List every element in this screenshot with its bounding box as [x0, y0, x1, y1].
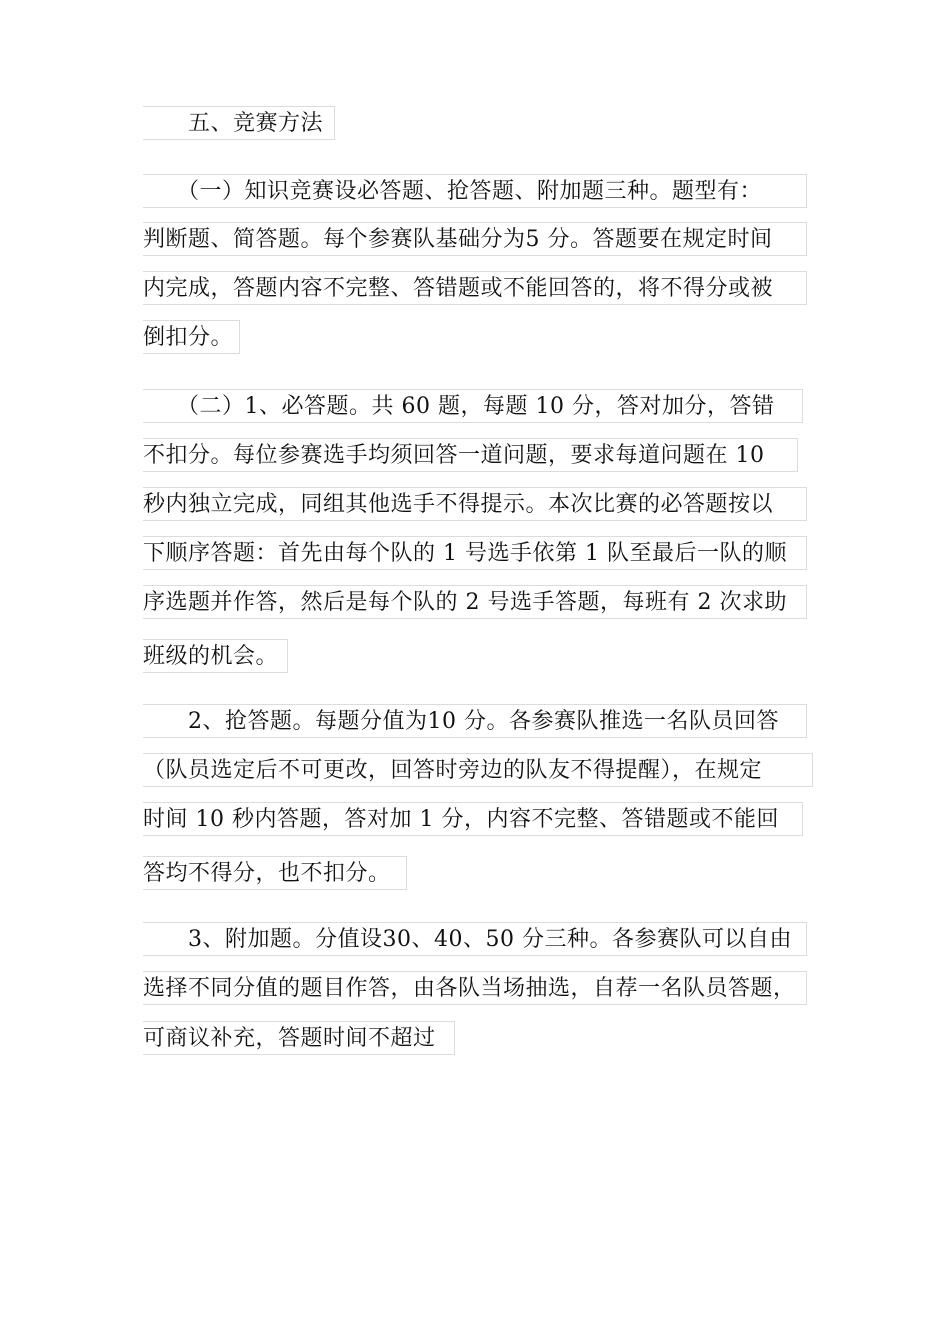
paragraph-line: （一）知识竞赛设必答题、抢答题、附加题三种。题型有： [143, 174, 807, 208]
paragraph-line: 可商议补充，答题时间不超过 [143, 1021, 455, 1055]
section-heading: 五、竞赛方法 [143, 106, 335, 140]
paragraph-line: 3、附加题。分值设30、40、50 分三种。各参赛队可以自由 [143, 922, 807, 956]
paragraph-line: （二）1、必答题。共 60 题，每题 10 分，答对加分，答错 [143, 389, 803, 423]
paragraph-line: 倒扣分。 [143, 320, 240, 354]
paragraph-line: 不扣分。每位参赛选手均须回答一道问题，要求每道问题在 10 [143, 438, 798, 472]
paragraph-line: 班级的机会。 [143, 639, 288, 673]
paragraph-line: 秒内独立完成，同组其他选手不得提示。本次比赛的必答题按以 [143, 487, 807, 521]
paragraph-line: 时间 10 秒内答题，答对加 1 分，内容不完整、答错题或不能回 [143, 802, 803, 836]
paragraph-line: 下顺序答题：首先由每个队的 1 号选手依第 1 队至最后一队的顺 [143, 536, 807, 570]
paragraph-line: 判断题、简答题。每个参赛队基础分为5 分。答题要在规定时间 [143, 222, 807, 256]
paragraph-line: 选择不同分值的题目作答，由各队当场抽选，自荐一名队员答题， [143, 971, 807, 1005]
paragraph-line: 内完成，答题内容不完整、答错题或不能回答的，将不得分或被 [143, 271, 807, 305]
paragraph-line: 2、抢答题。每题分值为10 分。各参赛队推选一名队员回答 [143, 704, 807, 738]
paragraph-line: 答均不得分，也不扣分。 [143, 856, 407, 890]
paragraph-line: （队员选定后不可更改，回答时旁边的队友不得提醒），在规定 [143, 753, 813, 787]
paragraph-line: 序选题并作答，然后是每个队的 2 号选手答题，每班有 2 次求助 [143, 585, 807, 619]
